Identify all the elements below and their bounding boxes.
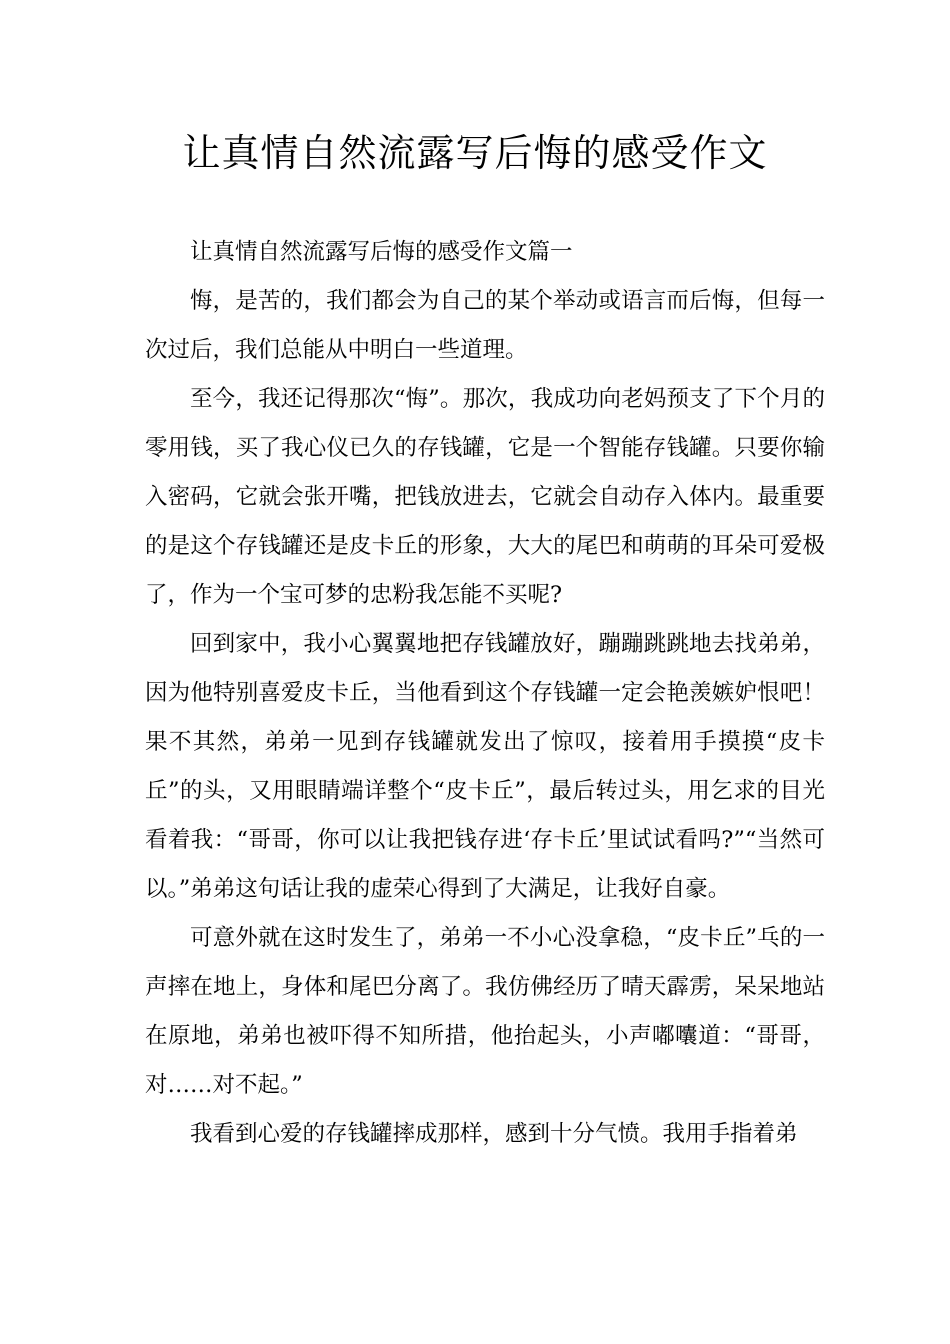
document-body	[145, 228, 825, 1159]
paragraph-1: 悔，是苦的，我们都会为自己的某个举动或语言而后悔，但每一次过后，我们总能从中明白一些道理。	[145, 288, 825, 363]
paragraph-2: 至今，我还记得那次“悔”。那次，我成功向老妈预支了下个月的零用钱，买了我心仪已久的存钱罐，它是一个智能存钱罐。只要你输入密码，它就会张开嘴，把钱放进去，它就会自动存入体内。最重要的是这个存钱罐还是皮卡丘的形象，大大的尾巴和萌萌的耳朵可爱极了，作为一个宝可梦的忠粉我怎能不买呢?	[145, 386, 825, 608]
paragraph-3: 回到家中，我小心翼翼地把存钱罐放好，蹦蹦跳跳地去找弟弟，因为他特别喜爱皮卡丘，当他看到这个存钱罐一定会艳羡嫉妒恨吧！果不其然，弟弟一见到存钱罐就发出了惊叹，接着用手摸摸“皮卡丘”的头，又用眼睛端详整个“皮卡丘”，最后转过头，用乞求的目光看着我：“哥哥，你可以让我把钱存进‘存卡丘’里试试看吗?”“当然可以。”弟弟这句话让我的虚荣心得到了大满足，让我好自豪。	[145, 631, 825, 902]
paragraph-4: 可意外就在这时发生了，弟弟一不小心没拿稳，“皮卡丘”乓的一声摔在地上，身体和尾巴分离了。我仿佛经历了晴天霹雳，呆呆地站在原地，弟弟也被吓得不知所措，他抬起头，小声嘟囔道：“哥哥，对……对不起。”	[145, 925, 825, 1098]
document-title: 让真情自然流露写后悔的感受作文	[182, 131, 768, 175]
section-heading: 让真情自然流露写后悔的感受作文篇一	[190, 239, 573, 265]
paragraph-5: 我看到心爱的存钱罐摔成那样，感到十分气愤。我用手指着弟	[190, 1121, 798, 1147]
